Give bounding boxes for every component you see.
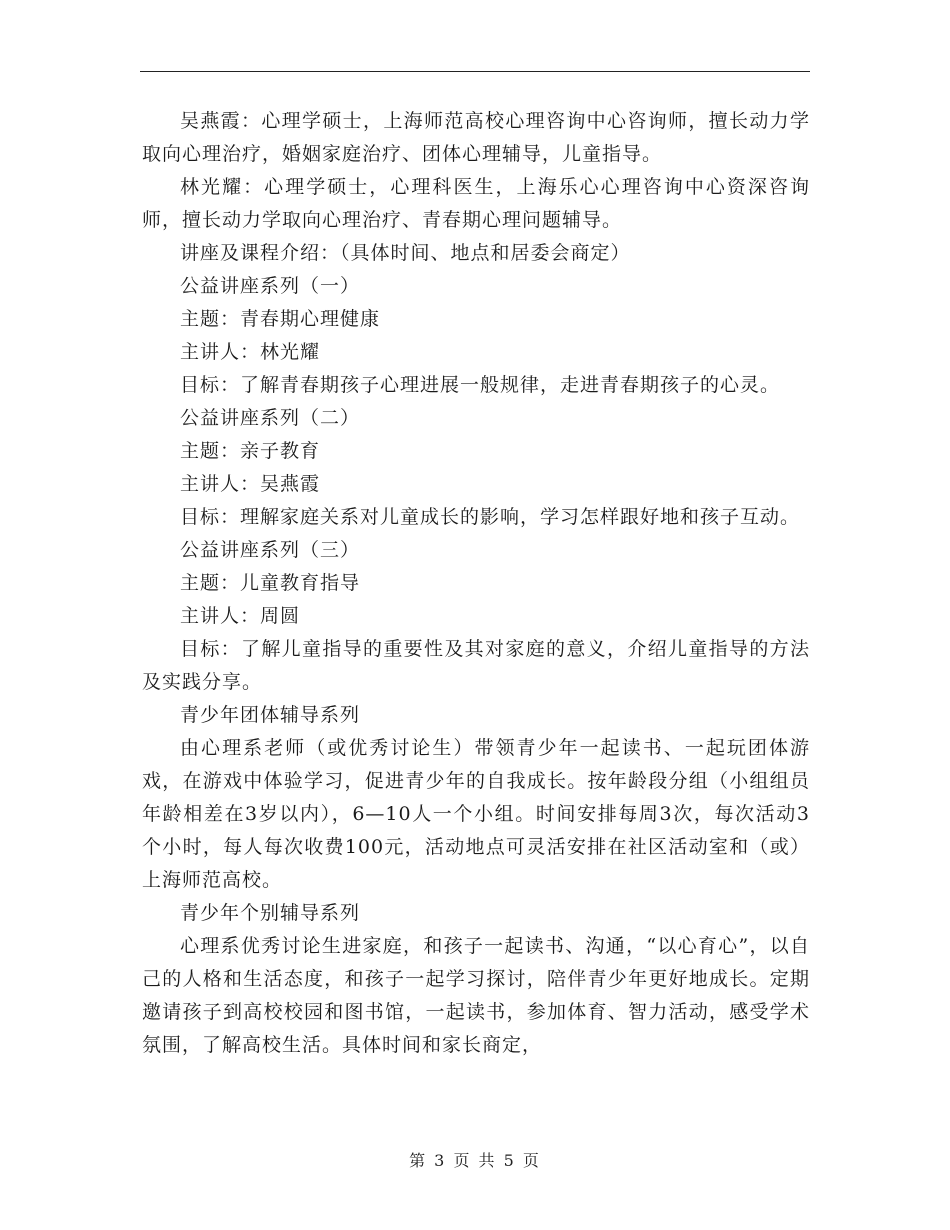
paragraph: 心理系优秀讨论生进家庭，和孩子一起读书、沟通，“以心育心”，以自己的人格和生活态度，和孩子一起学习探讨，陪伴青少年更好地成长。定期邀请孩子到高校校园和图书馆，一起读书，参加体育、智力活动，感受学术氛围，了解高校生活。具体时间和家长商定， bbox=[142, 935, 810, 1056]
paragraph: 主题：亲子教育 bbox=[180, 440, 321, 462]
paragraph: 讲座及课程介绍：（具体时间、地点和居委会商定） bbox=[180, 242, 631, 264]
section-heading: 公益讲座系列（一） bbox=[180, 275, 361, 297]
paragraph: 主讲人：周圆 bbox=[180, 605, 301, 627]
paragraph: 林光耀：心理学硕士，心理科医生，上海乐心心理咨询中心资深咨询师，擅长动力学取向心理治疗、青春期心理问题辅导。 bbox=[142, 176, 810, 231]
section-heading: 公益讲座系列（三） bbox=[180, 539, 361, 561]
paragraph: 目标：了解儿童指导的重要性及其对家庭的意义，介绍儿童指导的方法及实践分享。 bbox=[142, 638, 810, 693]
paragraph: 吴燕霞：心理学硕士，上海师范高校心理咨询中心咨询师，擅长动力学取向心理治疗，婚姻家庭治疗、团体心理辅导，儿童指导。 bbox=[142, 110, 810, 165]
paragraph: 主讲人：林光耀 bbox=[180, 341, 321, 363]
document-body bbox=[142, 105, 810, 1062]
header-rule bbox=[140, 71, 810, 72]
section-heading: 青少年个别辅导系列 bbox=[180, 902, 361, 924]
paragraph: 主题：儿童教育指导 bbox=[180, 572, 361, 594]
paragraph: 目标：理解家庭关系对儿童成长的影响，学习怎样跟好地和孩子互动。 bbox=[180, 506, 801, 528]
section-heading: 青少年团体辅导系列 bbox=[180, 704, 361, 726]
paragraph: 目标：了解青春期孩子心理进展一般规律，走进青春期孩子的心灵。 bbox=[180, 374, 781, 396]
page-number-footer: 第 3 页 共 5 页 bbox=[409, 1151, 541, 1170]
paragraph: 主题：青春期心理健康 bbox=[180, 308, 381, 330]
paragraph: 由心理系老师（或优秀讨论生）带领青少年一起读书、一起玩团体游戏，在游戏中体验学习，促进青少年的自我成长。按年龄段分组（小组组员年龄相差在3岁以内），6—10人一个小组。时间安排每周3次，每次活动3个小时，每人每次收费100元，活动地点可灵活安排在社区活动室和（或）上海师范高校。 bbox=[142, 737, 810, 891]
section-heading: 公益讲座系列（二） bbox=[180, 407, 361, 429]
paragraph: 主讲人：吴燕霞 bbox=[180, 473, 321, 495]
